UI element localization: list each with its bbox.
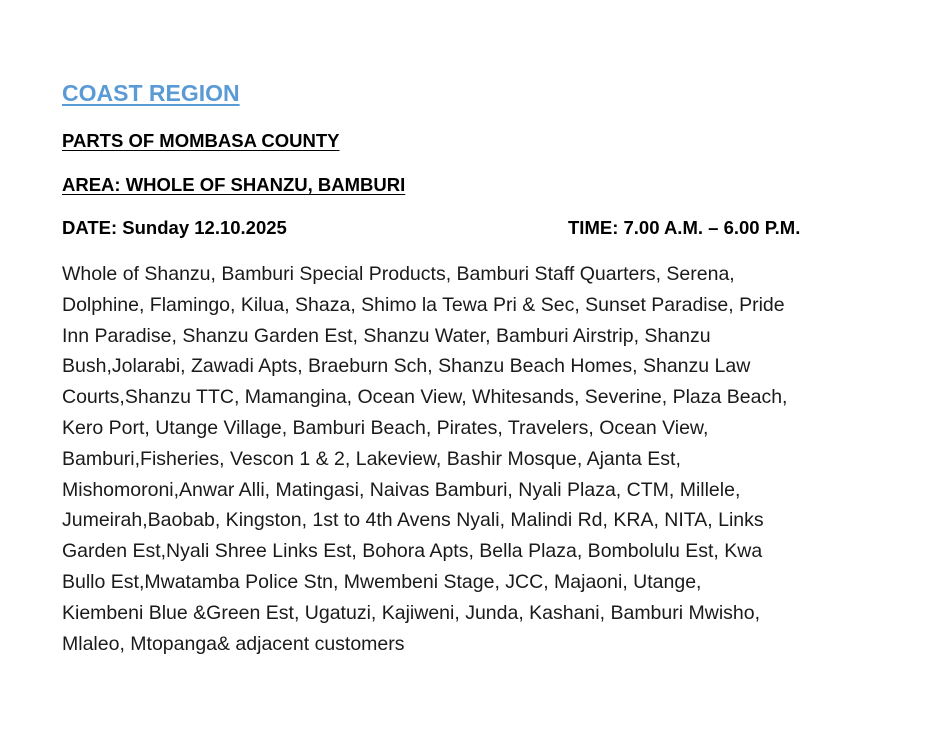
county-heading: PARTS OF MOMBASA COUNTY — [62, 130, 340, 151]
areas-line: Mishomoroni,Anwar Alli, Matingasi, Naivas Bamburi, Nyali Plaza, CTM, Millele, — [62, 478, 741, 501]
affected-areas-text — [62, 259, 852, 659]
area-heading: AREA: WHOLE OF SHANZU, BAMBURI — [62, 174, 406, 195]
areas-line: Garden Est,Nyali Shree Links Est, Bohora Apts, Bella Plaza, Bombolulu Est, Kwa — [62, 540, 763, 563]
areas-line: Bullo Est,Mwatamba Police Stn, Mwembeni Stage, JCC, Majaoni, Utange, — [62, 570, 702, 593]
time-label: TIME: 7.00 A.M. – 6.00 P.M. — [568, 217, 801, 238]
areas-line: Whole of Shanzu, Bamburi Special Products, Bamburi Staff Quarters, Serena, — [62, 263, 735, 285]
date-label: DATE: Sunday 12.10.2025 — [62, 217, 287, 238]
region-title: COAST REGION — [62, 80, 240, 106]
areas-line: Bush,Jolarabi, Zawadi Apts, Braeburn Sch, Shanzu Beach Homes, Shanzu Law — [62, 355, 751, 378]
areas-line: Kero Port, Utange Village, Bamburi Beach, Pirates, Travelers, Ocean View, — [62, 416, 709, 439]
areas-line: Dolphine, Flamingo, Kilua, Shaza, Shimo la Tewa Pri & Sec, Sunset Paradise, Pride — [62, 293, 785, 316]
areas-line: Inn Paradise, Shanzu Garden Est, Shanzu Water, Bamburi Airstrip, Shanzu — [62, 324, 711, 347]
date-time-line — [62, 217, 842, 239]
areas-line: Jumeirah,Baobab, Kingston, 1st to 4th Avens Nyali, Malindi Rd, KRA, NITA, Links — [62, 509, 764, 532]
areas-line: Bamburi,Fisheries, Vescon 1 & 2, Lakeview, Bashir Mosque, Ajanta Est, — [62, 447, 681, 470]
areas-line: Courts,Shanzu TTC, Mamangina, Ocean View, Whitesands, Severine, Plaza Beach, — [62, 386, 788, 409]
areas-line: Mlaleo, Mtopanga& adjacent customers — [62, 632, 405, 655]
areas-line: Kiembeni Blue &Green Est, Ugatuzi, Kajiweni, Junda, Kashani, Bamburi Mwisho, — [62, 601, 761, 624]
